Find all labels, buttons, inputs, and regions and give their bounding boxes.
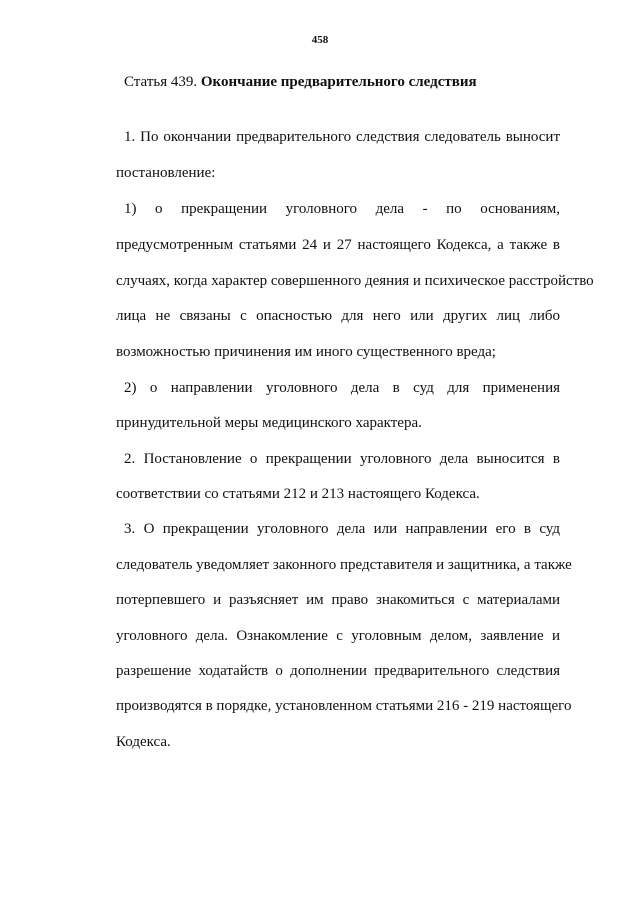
- text-line-2: постановление:: [116, 165, 216, 181]
- text-line-15: уголовного дела. Ознакомление с уголовным делом, заявление и: [116, 628, 560, 644]
- text-line-18: Кодекса.: [116, 734, 171, 750]
- text-line-7: возможностью причинения им иного существенного вреда;: [116, 344, 496, 360]
- text-line-13: следователь уведомляет законного представителя и защитника, а также: [116, 557, 572, 573]
- text-line-10: 2. Постановление о прекращении уголовного дела выносится в: [124, 451, 560, 467]
- text-line-4: предусмотренным статьями 24 и 27 настоящего Кодекса, а также в: [116, 237, 560, 253]
- text-line-5: случаях, когда характер совершенного деяния и психическое расстройство: [116, 273, 594, 289]
- article-title: Окончание предварительного следствия: [200, 74, 477, 90]
- text-line-1: 1. По окончании предварительного следствия следователь выносит: [124, 129, 560, 145]
- text-line-16: разрешение ходатайств о дополнении предварительного следствия: [116, 663, 560, 679]
- article-label: Статья 439.: [124, 74, 198, 90]
- text-line-17: производятся в порядке, установленном статьями 216 - 219 настоящего: [116, 698, 572, 714]
- text-line-8: 2) о направлении уголовного дела в суд для применения: [124, 380, 560, 396]
- text-line-14: потерпевшего и разъясняет им право знакомиться с материалами: [116, 592, 560, 608]
- text-line-3: 1) о прекращении уголовного дела - по основаниям,: [124, 201, 560, 217]
- article-heading: [124, 74, 477, 91]
- page-number: 458: [311, 34, 329, 46]
- text-line-6: лица не связаны с опасностью для него или других лиц либо: [116, 308, 560, 324]
- text-line-11: соответствии со статьями 212 и 213 настоящего Кодекса.: [116, 486, 480, 502]
- text-line-9: принудительной меры медицинского характера.: [116, 415, 422, 431]
- text-line-12: 3. О прекращении уголовного дела или направлении его в суд: [124, 521, 560, 537]
